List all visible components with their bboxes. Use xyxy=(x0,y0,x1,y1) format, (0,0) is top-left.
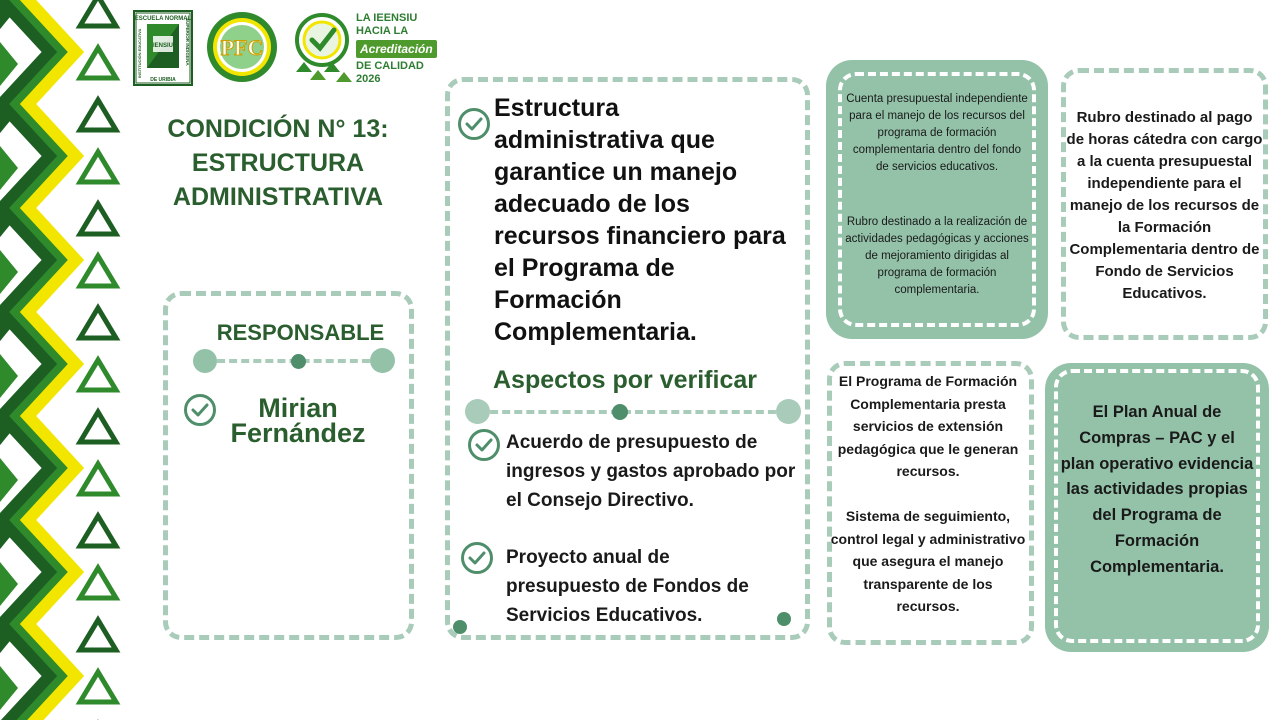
responsible-name: Mirian Fernández xyxy=(230,393,366,448)
pfc-logo xyxy=(205,10,279,84)
escuela-logo-top-text: ESCUELA NORMAL xyxy=(134,16,192,22)
pfc-logo-text: PFC xyxy=(220,35,264,60)
extension-text-services: El Programa de Formación Complementaria presta servicios de extensión pedagógica que le generan recursos. xyxy=(837,373,1019,479)
connector-dot xyxy=(453,620,467,634)
connector-dot xyxy=(291,354,306,369)
budget-text-account: Cuenta presupuestal independiente para el manejo de los recursos del programa de formación complementaria dentro del fondo de servicios educativos. xyxy=(846,93,1028,173)
aspects-title: Aspectos por verificar xyxy=(493,366,757,394)
ieensiu-logo-line3: DE CALIDAD 2026 xyxy=(356,60,424,85)
hours-text: Rubro destinado al pago de horas cátedra con cargo a la cuenta presupuestal independiente para el manejo de los recursos de la Formación Complementaria dentro de Fondo de Servicios Educativos. xyxy=(1066,109,1263,302)
ieensiu-acreditacion-logo xyxy=(290,10,433,86)
connector-dot xyxy=(465,399,490,424)
aspect-item: Proyecto anual de presupuesto de Fondos de Servicios Educativos. xyxy=(506,547,749,626)
check-circle-icon xyxy=(457,107,491,141)
escuela-logo-left-text: INSTITUCIÓN EDUCATIVA xyxy=(137,28,142,78)
extension-text-control: Sistema de seguimiento, control legal y administrativo que asegura el manejo transparente de los recursos. xyxy=(830,508,1026,614)
pac-text: El Plan Anual de Compras – PAC y el plan operativo evidencia las actividades propias del Programa de Formación Complementaria. xyxy=(1060,403,1254,576)
connector-dot xyxy=(612,404,628,420)
decorative-zigzag-strip xyxy=(0,0,122,720)
escuela-logo-center-text: IENSIU xyxy=(152,43,174,49)
check-circle-icon xyxy=(467,428,501,462)
connector-dot xyxy=(193,349,217,373)
ieensiu-badge-icon xyxy=(290,10,358,86)
connector-dot xyxy=(776,399,801,424)
ieensiu-logo-line2: Acreditación xyxy=(356,40,437,58)
escuela-logo-side-text: SUPERIOR INDÍGENA xyxy=(185,18,190,66)
condition-title: CONDICIÓN N° 13: ESTRUCTURA ADMINISTRATIVA xyxy=(167,115,389,211)
escuela-logo-bottom-text: DE URIBIA xyxy=(150,77,176,83)
connector-dot xyxy=(370,348,395,373)
main-heading: Estructura administrativa que garantice un manejo adecuado de los recursos financiero para el Programa de Formación Complementaria. xyxy=(494,94,786,346)
aspect-item: Acuerdo de presupuesto de ingresos y gastos aprobado por el Consejo Directivo. xyxy=(506,432,796,511)
connector-dot xyxy=(777,612,791,626)
responsible-label: RESPONSABLE xyxy=(216,320,385,345)
ieensiu-logo-line1: LA IEENSIU HACIA LA xyxy=(356,12,418,37)
budget-text-activities: Rubro destinado a la realización de actividades pedagógicas y acciones de mejoramiento dirigidas al programa de formación complementaria. xyxy=(845,216,1029,296)
escuela-normal-logo xyxy=(133,10,193,86)
aspects-connector-line xyxy=(478,410,788,414)
check-circle-icon xyxy=(460,541,494,575)
